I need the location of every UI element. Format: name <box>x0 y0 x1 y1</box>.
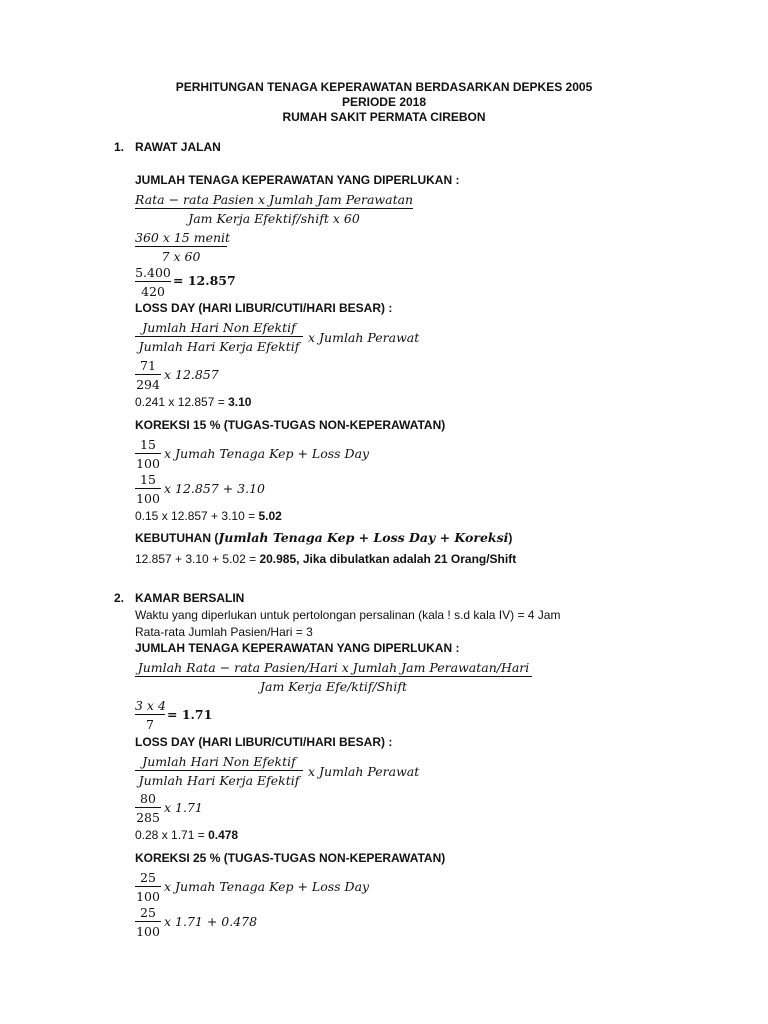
s1-formula-2-numerator: 360 x 15 menit <box>135 230 231 245</box>
s1-loss-formula-2-tail: x 12.857 <box>164 367 219 382</box>
fraction-bar <box>135 374 161 375</box>
s2-correction-formula <box>135 870 161 904</box>
s1-need-label: JUMLAH TENAGA KEPERAWATAN YANG DIPERLUKAN : <box>135 173 460 187</box>
s1-formula-3-numerator: 5.400 <box>135 265 171 280</box>
fraction-bar <box>135 488 161 489</box>
s2-loss-formula-2-denominator: 285 <box>136 810 160 825</box>
s2-correction-formula-2 <box>135 905 161 939</box>
s2-formula-2-denominator: 7 <box>146 717 154 732</box>
s2-correction-2-numerator: 25 <box>140 905 156 920</box>
s2-loss-day-label: LOSS DAY (HARI LIBUR/CUTI/HARI BESAR) : <box>135 735 393 749</box>
fraction-bar <box>135 336 303 337</box>
s1-loss-formula-2-denominator: 294 <box>136 377 160 392</box>
section-2-number: 2. <box>114 591 125 605</box>
s1-correction-2-tail: x 12.857 + 3.10 <box>164 481 266 496</box>
s1-loss-formula-2 <box>135 358 161 392</box>
s1-loss-formula-tail: x Jumlah Perawat <box>308 330 420 345</box>
section-1-number: 1. <box>114 140 125 154</box>
s1-loss-day-label: LOSS DAY (HARI LIBUR/CUTI/HARI BESAR) : <box>135 301 393 315</box>
s2-correction-denominator: 100 <box>136 889 160 904</box>
s1-formula-3 <box>135 265 171 299</box>
s2-loss-formula-2 <box>135 791 161 825</box>
s1-need-total: KEBUTUHAN (Jumlah Tenaga Kep + Loss Day + Koreksi) <box>135 530 513 545</box>
s1-formula-3-result: = 12.857 <box>173 273 236 288</box>
s1-need-total-calculation: 12.857 + 3.10 + 5.02 = 20.985, Jika dibulatkan adalah 21 Orang/Shift <box>135 552 517 566</box>
s2-loss-formula-denominator: Jumlah Hari Kerja Efektif <box>138 773 300 788</box>
section-1-title: RAWAT JALAN <box>135 140 221 154</box>
s1-correction-denominator: 100 <box>136 456 160 471</box>
s1-need-total-result: 20.985, Jika dibulatkan adalah 21 Orang/Shift <box>259 552 517 566</box>
s1-loss-result: 3.10 <box>228 395 252 409</box>
s1-formula-2 <box>135 230 231 264</box>
s2-formula-1 <box>135 660 532 694</box>
s2-description-2: Rata-rata Jumlah Pasien/Hari = 3 <box>135 625 313 639</box>
s1-correction-numerator: 15 <box>140 437 156 452</box>
s1-formula-1-numerator: Rata − rata Pasien x Jumlah Jam Perawatan <box>135 192 414 207</box>
s2-loss-formula-2-tail: x 1.71 <box>164 800 203 815</box>
s1-correction-formula-2 <box>135 472 161 506</box>
fraction-bar <box>135 453 161 454</box>
s2-loss-result: 0.478 <box>208 828 239 842</box>
s2-formula-2 <box>135 698 165 732</box>
fraction-bar <box>135 281 171 282</box>
s2-need-label: JUMLAH TENAGA KEPERAWATAN YANG DIPERLUKAN : <box>135 641 460 655</box>
s1-correction-label: KOREKSI 15 % (TUGAS-TUGAS NON-KEPERAWATAN) <box>135 418 446 432</box>
s1-loss-calculation: 0.241 x 12.857 = 3.10 <box>135 395 252 409</box>
s1-need-total-formula: Jumlah Tenaga Kep + Loss Day + Koreksi <box>218 530 509 545</box>
s2-formula-1-denominator: Jam Kerja Efe/ktif/Shift <box>259 679 408 694</box>
s2-loss-formula-tail: x Jumlah Perawat <box>308 764 420 779</box>
fraction-bar <box>135 208 413 209</box>
s1-correction-calculation: 0.15 x 12.857 + 3.10 = 5.02 <box>135 509 282 523</box>
s1-correction-2-numerator: 15 <box>140 472 156 487</box>
fraction-bar <box>135 714 165 715</box>
s1-formula-2-denominator: 7 x 60 <box>161 249 201 264</box>
s1-loss-formula-2-numerator: 71 <box>140 358 156 373</box>
fraction-bar <box>135 770 303 771</box>
s1-loss-formula-numerator: Jumlah Hari Non Efektif <box>142 320 296 335</box>
s2-correction-2-denominator: 100 <box>136 924 160 939</box>
s1-formula-1-denominator: Jam Kerja Efektif/shift x 60 <box>188 211 360 226</box>
s2-loss-calculation: 0.28 x 1.71 = 0.478 <box>135 828 239 842</box>
s1-formula-1 <box>135 192 413 226</box>
fraction-bar <box>135 886 161 887</box>
s2-correction-2-tail: x 1.71 + 0.478 <box>164 914 258 929</box>
s2-formula-1-numerator: Jumlah Rata − rata Pasien/Hari x Jumlah Jam Perawatan/Hari <box>137 660 530 675</box>
doc-hospital: RUMAH SAKIT PERMATA CIREBON <box>282 110 486 124</box>
s2-correction-label: KOREKSI 25 % (TUGAS-TUGAS NON-KEPERAWATAN) <box>135 851 446 865</box>
section-2-title: KAMAR BERSALIN <box>135 591 245 605</box>
s1-correction-2-denominator: 100 <box>136 491 160 506</box>
s2-loss-formula-numerator: Jumlah Hari Non Efektif <box>142 754 296 769</box>
s2-correction-numerator: 25 <box>140 870 156 885</box>
s1-correction-result: 5.02 <box>258 509 282 523</box>
s1-correction-formula <box>135 437 161 471</box>
s1-loss-formula <box>135 320 303 354</box>
fraction-bar <box>135 246 227 247</box>
s2-loss-formula-2-numerator: 80 <box>140 791 156 806</box>
fraction-bar <box>135 921 161 922</box>
s2-loss-formula <box>135 754 303 788</box>
s2-formula-2-result: = 1.71 <box>167 707 213 722</box>
s1-formula-3-denominator: 420 <box>141 284 165 299</box>
fraction-bar <box>135 676 532 677</box>
s2-correction-tail: x Jumah Tenaga Kep + Loss Day <box>164 879 370 894</box>
doc-period: PERIODE 2018 <box>341 95 427 109</box>
s2-formula-2-numerator: 3 x 4 <box>135 698 166 713</box>
fraction-bar <box>135 807 161 808</box>
s1-loss-formula-denominator: Jumlah Hari Kerja Efektif <box>138 339 300 354</box>
doc-title: PERHITUNGAN TENAGA KEPERAWATAN BERDASARKAN DEPKES 2005 <box>175 80 593 94</box>
s2-description-1: Waktu yang diperlukan untuk pertolongan persalinan (kala ! s.d kala IV) = 4 Jam <box>135 608 561 622</box>
s1-correction-tail: x Jumah Tenaga Kep + Loss Day <box>164 446 370 461</box>
